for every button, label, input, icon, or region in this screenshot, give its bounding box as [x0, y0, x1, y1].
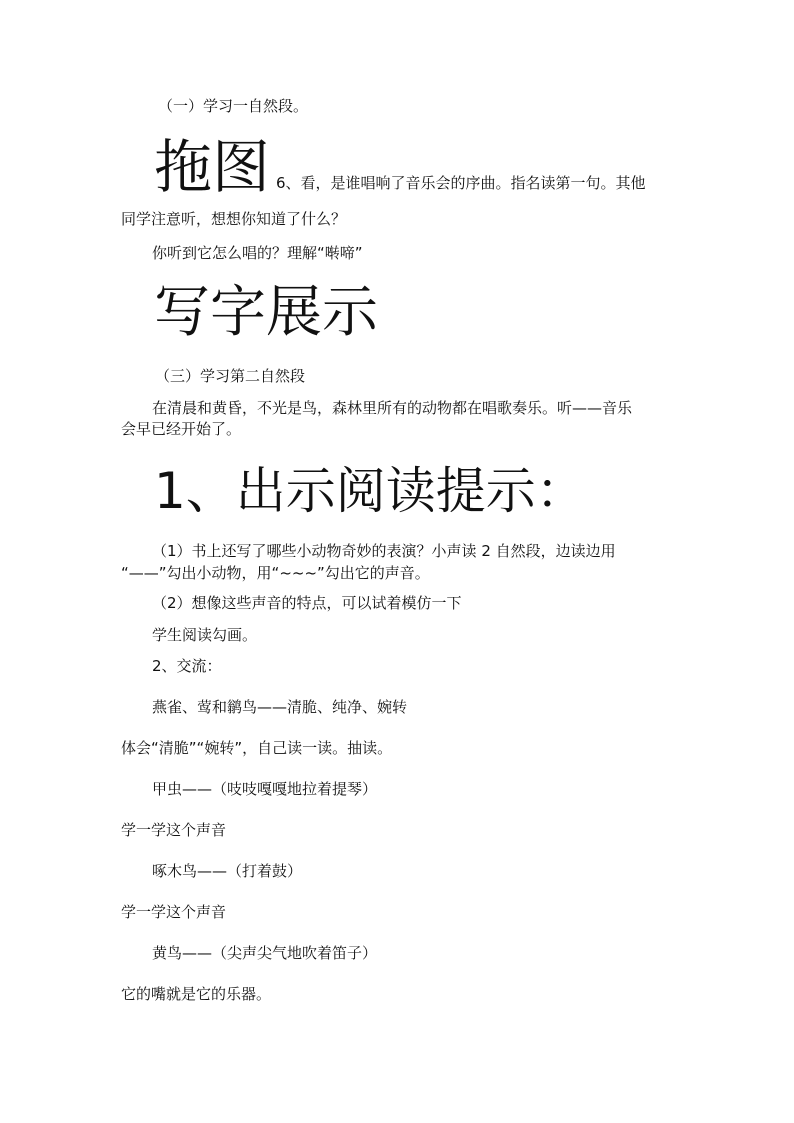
big-title-drag-image: 拖图 — [154, 133, 271, 201]
paragraph-2: 你听到它怎么唱的？理解“啭啼” — [152, 244, 363, 262]
paragraph-oriole: 黄鸟——（尖声尖气地吹着笛子） — [152, 944, 378, 962]
hint-1-line-1: （1）书上还写了哪些小动物奇妙的表演？小声读 2 自然段，边读边用 — [152, 542, 616, 560]
paragraph-instrument: 它的嘴就是它的乐器。 — [121, 985, 272, 1003]
paragraph-exchange: 2、交流： — [152, 657, 222, 675]
hint-2: （2）想像这些声音的特点，可以试着模仿一下 — [152, 594, 462, 612]
paragraph-learn-sound-2: 学一学这个声音 — [121, 903, 227, 921]
big-title-writing-display: 写字展示 — [154, 280, 378, 345]
paragraph-beetle: 甲虫——（吱吱嘎嘎地拉着提琴） — [152, 780, 378, 798]
section-heading-3: （三）学习第二自然段 — [155, 367, 306, 385]
paragraph-woodpecker: 啄木鸟——（打着鼓） — [152, 862, 303, 880]
hint-1-line-2: “——”勾出小动物，用“~~~”勾出它的声音。 — [121, 564, 430, 582]
paragraph-experience: 体会“清脆”“婉转”，自己读一读。抽读。 — [121, 739, 393, 757]
paragraph-1-line-2: 同学注意听，想想你知道了什么？ — [121, 210, 347, 228]
paragraph-birds: 燕雀、莺和鹟鸟——清脆、纯净、婉转 — [152, 698, 408, 716]
paragraph-learn-sound-1: 学一学这个声音 — [121, 821, 227, 839]
paragraph-1-line-1: 6、看，是谁唱响了音乐会的序曲。指名读第一句。其他 — [276, 174, 646, 192]
section-heading-1: （一）学习一自然段。 — [158, 97, 309, 115]
paragraph-3-line-2: 会早已经开始了。 — [121, 420, 242, 438]
big-title-reading-hints: 1、出示阅读提示： — [154, 462, 586, 520]
paragraph-student-reading: 学生阅读勾画。 — [152, 626, 258, 644]
paragraph-3-line-1: 在清晨和黄昏，不光是鸟，森林里所有的动物都在唱歌奏乐。听——音乐 — [152, 399, 633, 417]
